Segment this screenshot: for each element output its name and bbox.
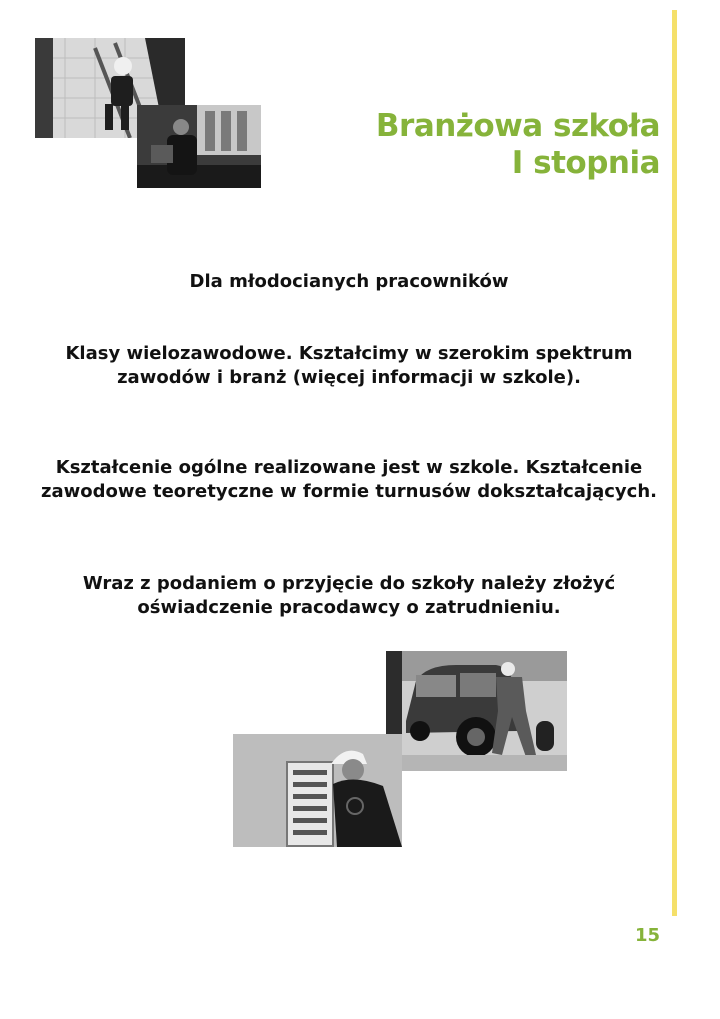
accent-bar — [672, 10, 677, 916]
page-number: 15 — [634, 925, 660, 946]
title-line-1: Branżowa szkoła — [375, 108, 660, 144]
paragraph-3: Wraz z podaniem o przyjęcie do szkoły należy złożyć oświadczenie pracodawcy o zatrudnieniu. — [82, 573, 616, 618]
paragraph-2: Kształcenie ogólne realizowane jest w szkole. Kształcenie zawodowe teoretyczne w formie turnusów dokształcających. — [41, 457, 657, 502]
page-title — [376, 108, 660, 182]
title-line-2: I stopnia — [511, 145, 660, 181]
photo-mechanic-changing-tire — [386, 651, 567, 771]
photo-electrician-at-panel — [233, 734, 402, 847]
photo-workshop — [137, 105, 261, 188]
subtitle: Dla młodocianych pracowników — [189, 271, 509, 292]
paragraph-1: Klasy wielozawodowe. Kształcimy w szerokim spektrum zawodów i branż (więcej informacji w szkole). — [65, 343, 633, 388]
